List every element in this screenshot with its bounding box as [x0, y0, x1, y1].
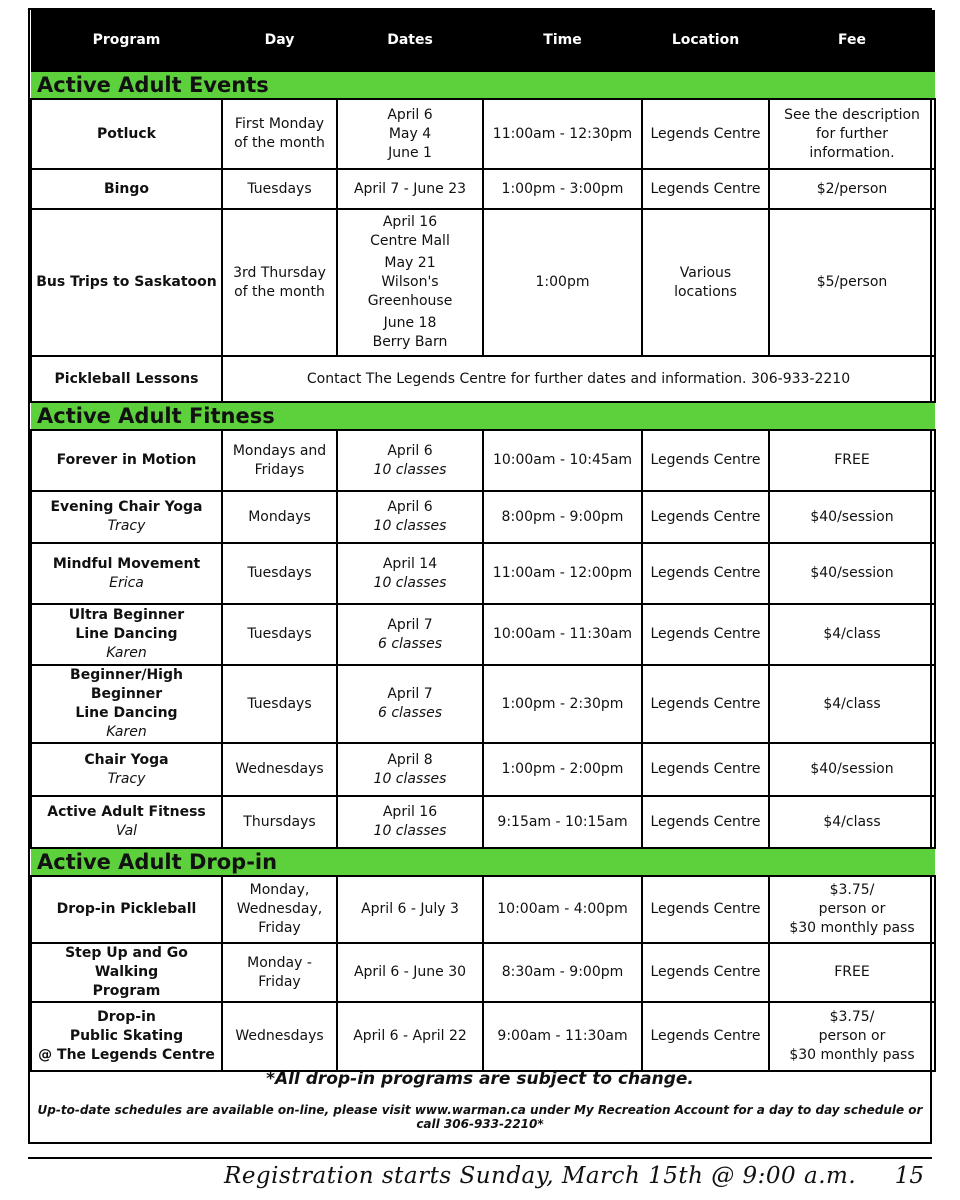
section-header-fitness: [31, 402, 935, 430]
fee-cell: $4/class: [769, 796, 935, 848]
section-title-dropin: Active Adult Drop-in: [31, 848, 935, 876]
program-name: Public Skating: [69, 1028, 184, 1044]
program-name: Evening Chair Yoga: [50, 499, 203, 515]
class-count: 6 classes: [377, 705, 443, 721]
program-cell: [31, 796, 222, 848]
table-row-potluck: [31, 99, 935, 169]
start-date: April 6: [387, 499, 433, 515]
fee-line: $3.75/: [829, 1009, 875, 1025]
location-cell: Legends Centre: [642, 430, 769, 491]
fee-cell: $40/session: [769, 743, 935, 796]
dates-cell: [337, 430, 483, 491]
day-cell: Wednesdays: [222, 1002, 337, 1071]
time-cell: 9:00am - 11:30am: [483, 1002, 642, 1071]
day-cell: Mondays: [222, 491, 337, 543]
location-cell: Legends Centre: [642, 665, 769, 743]
location-cell: Legends Centre: [642, 943, 769, 1002]
day-line: Friday: [258, 920, 301, 936]
time-cell: 1:00pm: [483, 209, 642, 356]
program-name: Line Dancing: [75, 626, 178, 642]
start-date: April 16: [382, 804, 438, 820]
notes-block: [30, 1043, 930, 1142]
program-cell: Bingo: [31, 169, 222, 209]
program-cell: Pickleball Lessons: [31, 356, 222, 402]
class-count: 10 classes: [373, 518, 447, 534]
location-cell: Legends Centre: [642, 796, 769, 848]
location-cell: Legends Centre: [642, 876, 769, 943]
class-count: 10 classes: [373, 823, 447, 839]
location-cell: Legends Centre: [642, 604, 769, 665]
time-cell: 11:00am - 12:30pm: [483, 99, 642, 169]
schedule-sheet: [28, 8, 932, 1144]
time-cell: 10:00am - 11:30am: [483, 604, 642, 665]
location-cell: Legends Centre: [642, 99, 769, 169]
fee-cell: See the description for further information.: [769, 99, 935, 169]
program-name: Drop-in: [97, 1009, 156, 1025]
contact-note: Contact The Legends Centre for further dates and information. 306-933-2210: [222, 356, 935, 402]
dates-cell: [337, 796, 483, 848]
program-cell: [31, 430, 222, 491]
section-header-dropin: [31, 848, 935, 876]
header-location: Location: [642, 10, 769, 71]
time-cell: 1:00pm - 3:00pm: [483, 169, 642, 209]
start-date: April 7: [387, 686, 433, 702]
day-line: Wednesday,: [236, 901, 323, 917]
program-name: Beginner/High Beginner: [70, 667, 183, 702]
time-cell: 1:00pm - 2:30pm: [483, 665, 642, 743]
instructor-name: Tracy: [107, 518, 146, 534]
day-cell: Mondays and Fridays: [222, 430, 337, 491]
instructor-name: Erica: [109, 574, 144, 591]
fee-cell: FREE: [769, 430, 935, 491]
date-line: April 6: [387, 106, 433, 123]
program-name: Step Up and Go Walking: [65, 945, 188, 980]
schedule-table: [30, 10, 936, 1072]
location-cell: Legends Centre: [642, 543, 769, 604]
trip-date: June 18: [383, 315, 437, 331]
day-cell: 3rd Thursday of the month: [222, 209, 337, 356]
program-name: @ The Legends Centre: [38, 1047, 215, 1063]
program-cell: [31, 665, 222, 743]
dates-cell: [337, 743, 483, 796]
fee-line: person or: [818, 1028, 886, 1044]
fee-line: person or: [818, 901, 886, 917]
table-row: [31, 491, 935, 543]
program-cell: Potluck: [31, 99, 222, 169]
location-cell: Legends Centre: [642, 491, 769, 543]
day-cell: Tuesdays: [222, 665, 337, 743]
location-cell: Legends Centre: [642, 743, 769, 796]
dates-cell: April 6 - April 22: [337, 1002, 483, 1071]
day-cell: Monday - Friday: [222, 943, 337, 1002]
time-cell: 8:00pm - 9:00pm: [483, 491, 642, 543]
instructor-name: Tracy: [107, 770, 146, 787]
start-date: April 8: [387, 751, 433, 768]
program-cell: [31, 943, 222, 1002]
time-cell: 10:00am - 4:00pm: [483, 876, 642, 943]
program-name: Active Adult Fitness: [47, 804, 206, 820]
trip-entry: [342, 213, 478, 251]
trip-entry: [342, 254, 478, 311]
fee-cell: $40/session: [769, 543, 935, 604]
time-cell: 11:00am - 12:00pm: [483, 543, 642, 604]
location-cell: Legends Centre: [642, 169, 769, 209]
class-count: 10 classes: [373, 770, 447, 787]
instructor-name: Karen: [106, 724, 147, 740]
header-day: Day: [222, 10, 337, 71]
day-cell: Wednesdays: [222, 743, 337, 796]
time-cell: 1:00pm - 2:00pm: [483, 743, 642, 796]
start-date: April 14: [382, 555, 438, 572]
section-header-events: [31, 71, 935, 99]
instructor-name: Val: [115, 823, 138, 839]
fee-cell: $4/class: [769, 604, 935, 665]
fee-cell: $5/person: [769, 209, 935, 356]
table-row-dropin-pickleball: [31, 876, 935, 943]
section-title-events: Active Adult Events: [31, 71, 935, 99]
change-notice: *All drop-in programs are subject to change.: [266, 1069, 694, 1089]
dates-cell: [337, 491, 483, 543]
table-row-pickleball-lessons: [31, 356, 935, 402]
dates-cell: [337, 665, 483, 743]
date-line: May 4: [388, 125, 432, 142]
dates-cell: [337, 543, 483, 604]
header-program: Program: [31, 10, 222, 71]
header-fee: Fee: [769, 10, 935, 71]
dates-cell: April 6 - July 3: [337, 876, 483, 943]
program-name: Forever in Motion: [56, 452, 197, 468]
program-cell: [31, 491, 222, 543]
day-line: Monday,: [249, 882, 310, 898]
trip-place: Wilson's Greenhouse: [367, 274, 453, 309]
instructor-name: Karen: [106, 645, 147, 661]
day-cell: Tuesdays: [222, 543, 337, 604]
program-cell: Bus Trips to Saskatoon: [31, 209, 222, 356]
fee-cell: $4/class: [769, 665, 935, 743]
schedule-info-notice: Up-to-date schedules are available on-line, please visit www.warman.ca under My Recreation Account for a day to day schedule or call 306-933-2210*: [37, 1103, 923, 1131]
table-row-bus-trips: [31, 209, 935, 356]
dates-cell: [337, 209, 483, 356]
date-line: June 1: [388, 144, 432, 161]
time-cell: 8:30am - 9:00pm: [483, 943, 642, 1002]
day-cell: [222, 876, 337, 943]
footer-divider: [28, 1157, 932, 1159]
dates-cell: [337, 604, 483, 665]
location-cell: Legends Centre: [642, 1002, 769, 1071]
trip-date: April 16: [382, 214, 438, 230]
table-row: [31, 543, 935, 604]
program-cell: [31, 743, 222, 796]
header-time: Time: [483, 10, 642, 71]
table-row: [31, 430, 935, 491]
program-cell: Drop-in Pickleball: [31, 876, 222, 943]
day-cell: Tuesdays: [222, 604, 337, 665]
start-date: April 7: [387, 616, 433, 633]
program-name: Program: [92, 983, 161, 999]
table-row-bingo: [31, 169, 935, 209]
page-number: 15: [894, 1163, 924, 1189]
location-cell: Various locations: [642, 209, 769, 356]
fee-line: $3.75/: [829, 882, 875, 898]
fee-line: $30 monthly pass: [789, 1047, 915, 1063]
program-cell: [31, 543, 222, 604]
table-row: [31, 743, 935, 796]
program-name: Chair Yoga: [84, 751, 169, 768]
fee-cell: $40/session: [769, 491, 935, 543]
trip-place: Berry Barn: [372, 334, 448, 350]
registration-notice: Registration starts Sunday, March 15th @ 9:00 a.m.: [224, 1163, 857, 1189]
fee-line: $30 monthly pass: [789, 920, 915, 936]
program-cell: [31, 604, 222, 665]
dates-cell: April 6 - June 30: [337, 943, 483, 1002]
program-name: Ultra Beginner: [68, 607, 185, 623]
header-row: [31, 10, 935, 71]
program-name: Line Dancing: [75, 705, 178, 721]
class-count: 10 classes: [373, 574, 447, 591]
time-cell: 9:15am - 10:15am: [483, 796, 642, 848]
trip-entry: [342, 314, 478, 352]
fee-cell: [769, 876, 935, 943]
trip-place: Centre Mall: [370, 233, 450, 249]
table-row-walking: [31, 943, 935, 1002]
class-count: 10 classes: [373, 461, 447, 478]
table-row: [31, 604, 935, 665]
fee-cell: FREE: [769, 943, 935, 1002]
time-cell: 10:00am - 10:45am: [483, 430, 642, 491]
dates-cell: April 7 - June 23: [337, 169, 483, 209]
trip-date: May 21: [384, 255, 436, 271]
program-name: Mindful Movement: [52, 555, 201, 572]
class-count: 6 classes: [377, 635, 443, 652]
fee-cell: $2/person: [769, 169, 935, 209]
header-dates: Dates: [337, 10, 483, 71]
start-date: April 6: [387, 442, 433, 459]
section-title-fitness: Active Adult Fitness: [31, 402, 935, 430]
dates-cell: [337, 99, 483, 169]
day-cell: Thursdays: [222, 796, 337, 848]
table-row: [31, 665, 935, 743]
day-cell: First Monday of the month: [222, 99, 337, 169]
day-cell: Tuesdays: [222, 169, 337, 209]
table-row: [31, 796, 935, 848]
